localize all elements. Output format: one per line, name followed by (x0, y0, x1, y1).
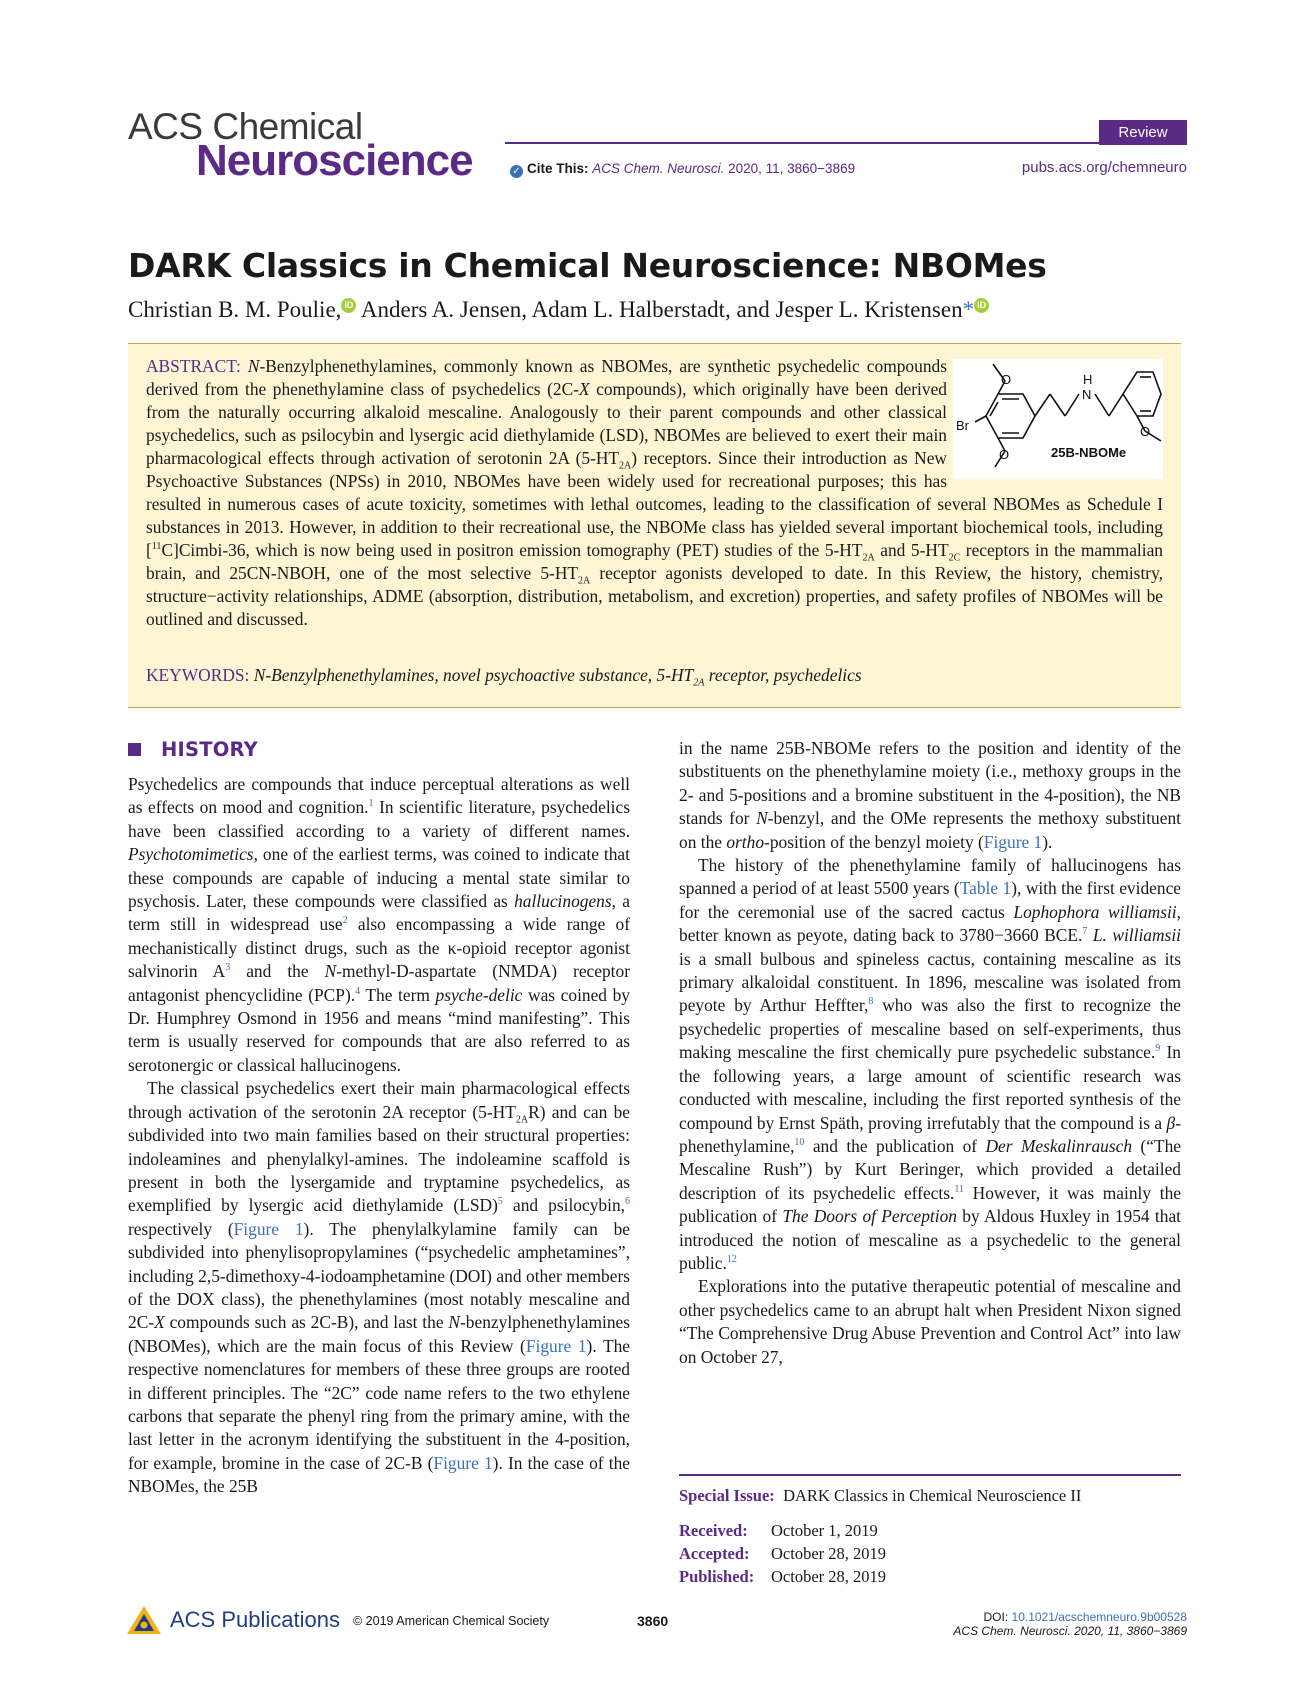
abstract-text-1: -Benzylphenethylamines, commonly known as NBOMes, are synthetic psychedelic compounds derived from the phenethylamine class of psychedelics (2C- (146, 356, 947, 399)
reference-link[interactable]: 9 (1155, 1043, 1161, 1055)
section-heading-text: HISTORY (161, 738, 258, 761)
doi-block (953, 1610, 1187, 1638)
abstract-sub: 2A (578, 575, 591, 587)
toc-atom-br: Br (956, 418, 969, 433)
toc-atom-h: H (1083, 372, 1093, 387)
journal-name-line2: Neuroscience (196, 136, 473, 185)
article-type-badge: Review (1099, 120, 1187, 145)
abstract-italic-n: N (247, 356, 260, 376)
abstract-sub: 2A (862, 552, 875, 564)
page-number: 3860 (637, 1613, 669, 1629)
doi-label: DOI: (983, 1610, 1012, 1624)
reference-link[interactable]: 4 (355, 985, 361, 997)
received-label: Received: (679, 1521, 748, 1540)
footer-citation: ACS Chem. Neurosci. 2020, 11, 3860−3869 (953, 1624, 1187, 1638)
author-others[interactable]: Anders A. Jensen, Adam L. Halberstadt, and Jesper L. Kristensen (360, 297, 963, 322)
reference-link[interactable]: 11 (954, 1183, 964, 1195)
reference-link[interactable]: 3 (225, 962, 231, 974)
keywords-label: KEYWORDS: (146, 665, 250, 685)
reference-link[interactable]: 2 (342, 915, 348, 927)
abstract-text-2: compounds), which originally have been derived from the naturally occurring alkaloid mescaline. Analogously to their parent compounds and other classical psychedelics, such as psilocybin and lysergic acid diethylamide (LSD), NBOMes are believed to exert their main pharmacological effects through activation of serotonin 2A (5-HT (146, 379, 947, 468)
figure-link[interactable]: Figure 1 (983, 831, 1043, 852)
journal-url-link[interactable]: pubs.acs.org/chemneuro (1021, 159, 1187, 176)
doi-link[interactable]: 10.1021/acschemneuro.9b00528 (1011, 1610, 1187, 1624)
published-value: October 28, 2019 (771, 1567, 887, 1586)
reference-link[interactable]: 12 (726, 1254, 737, 1266)
paragraph: in the name 25B-NBOMe refers to the position and identity of the substituents on the phenethylamine moiety (i.e., methoxy groups in the 2- and 5-positions and a bromine substituent in the 4-position), the NB stands for N-benzyl, and the OMe represents the methoxy substituent on the ortho-position of the benzyl moiety (Figure 1). (679, 738, 1181, 852)
article-title: DARK Classics in Chemical Neuroscience: NBOMes (128, 246, 1047, 285)
figure-link[interactable]: Figure 1 (525, 1335, 587, 1356)
copyright: © 2019 American Chemical Society (353, 1614, 550, 1628)
abstract-text-6: receptors in the mammalian brain, and 25CN-NBOH, one of the most selective 5-HT (146, 540, 1163, 583)
accepted-value: October 28, 2019 (771, 1544, 887, 1563)
keywords-text: receptor, psychedelics (704, 665, 862, 685)
figure-link[interactable]: Figure 1 (433, 1452, 493, 1473)
special-issue-label: Special Issue: (679, 1486, 775, 1505)
corresponding-author-star[interactable]: * (962, 297, 975, 322)
abstract-text (146, 355, 1163, 631)
journal-name-line1: ACS Chemical (128, 106, 363, 147)
left-column (128, 773, 630, 1499)
abstract-text-5: and 5-HT (874, 540, 949, 560)
toc-atom-o1: O (1001, 372, 1012, 387)
toc-atom-n: N (1082, 387, 1092, 402)
paragraph: The history of the phenethylamine family of hallucinogens has spanned a period of at least 5500 years (Table 1), with the first evidence for the ceremonial use of the sacred cactus Lophophora williamsii, better known as peyote, dating back to 3780−3660 BCE.$^7$ L. williamsii is a small bulbous and spineless cactus, containing mescaline as its primary alkaloidal constituent. In 1896, mescaline was isolated from peyote by Arthur Heffter,$^8$ who was also the first to recognize the psychedelic properties of mescaline based on self-experiments, thus making mescaline the first chemically pure psychedelic substance.$^9$ In the following years, a large amount of scientific research was conducted with mescaline, including the first reported synthesis of the compound by Ernst Späth, proving irrefutably that the compound is a β-phenethylamine,$^{10}$ and the publication of Der Meskalinrausch (“The Mescaline Rush”) by Kurt Beringer, which provided a detailed description of its psychedelic effects.$^{11}$ However, it was mainly the publication of The Doors of Perception by Aldous Huxley in 1954 that introduced the notion of mescaline as a psychedelic to the general public.$^{12}$ (679, 855, 1182, 1273)
published-label: Published: (679, 1567, 755, 1586)
paragraph: The classical psychedelics exert their main pharmacological effects through activation of the serotonin 2A receptor $(5-HT_{2A}R)$ and can be subdivided into two main families based on their structural properties: indoleamines and phenylalkyl-amines. The indoleamine scaffold is present in both the lysergamide and tryptamine psychedelics, as exemplified by lysergic acid diethylamide (LSD)$^5$ and psilocybin,$^6$ respectively (Figure 1). The phenylalkylamine family can be subdivided into phenylisopropylamines (“psychedelic amphetamines”, including 2,5-dimethoxy-4-iodoamphetamine (DOI) and other members of the DOX class), the phenethylamines (most notably mescaline and 2C-X compounds such as 2C-B), and last the N-benzylphenethylamines (NBOMes), which are the main focus of this Review (Figure 1). The respective nomenclatures for members of these three groups are rooted in different principles. The “2C” code name refers to the two ethylene carbons that separate the phenyl ring from the primary amine, with the last letter in the acronym identifying the substituent in the 4-position, for example, bromine in the case of 2C-B (Figure 1). In the case of the NBOMes, the 25B (128, 1078, 631, 1497)
reference-link[interactable]: 1 (368, 798, 374, 810)
publication-dates (679, 1519, 886, 1588)
reference-link[interactable]: 6 (625, 1196, 630, 1208)
keywords-sub: 2A (693, 677, 705, 689)
reference-link[interactable]: 10 (794, 1137, 805, 1149)
toc-compound-label: 25B-NBOMe (1051, 445, 1127, 460)
checkmark-icon: ✓ (510, 165, 523, 178)
abstract-text-4: C]Cimbi-36, which is now being used in positron emission tomography (PET) studies of the 5-HT (161, 540, 863, 560)
toc-float-spacer (947, 355, 1163, 475)
header-rule (505, 142, 1187, 144)
abstract-italic-x: X (578, 379, 590, 399)
author-1[interactable]: Christian B. M. Poulie, (128, 297, 342, 322)
abstract-sup: 11 (151, 541, 162, 553)
acs-logo-icon[interactable] (125, 1604, 163, 1640)
cite-detail[interactable]: 2020, 11, 3860−3869 (728, 161, 856, 176)
reference-link[interactable]: 5 (497, 1196, 503, 1208)
publisher-name[interactable]: ACS Publications (170, 1607, 340, 1632)
reference-link[interactable]: 8 (868, 996, 874, 1008)
keywords (146, 664, 1163, 687)
cite-journal[interactable]: ACS Chem. Neurosci. (592, 161, 725, 176)
received-value: October 1, 2019 (771, 1521, 878, 1540)
section-square-icon (128, 743, 141, 756)
paragraph: Explorations into the putative therapeutic potential of mescaline and other psychedelics came to an abrupt halt when President Nixon signed “The Comprehensive Drug Abuse Prevention and Control Act” into law on October 27, (679, 1276, 1181, 1367)
cite-label: Cite This: (527, 161, 589, 176)
table-link[interactable]: Table 1 (959, 878, 1012, 899)
section-heading-history (128, 738, 258, 761)
keywords-text: N-Benzylphenethylamines, novel psychoactive substance, 5-HT (253, 665, 694, 685)
abstract-label: ABSTRACT: (146, 356, 241, 376)
abstract-sub: 2A (619, 460, 632, 472)
abstract-sub: 2C (948, 552, 961, 564)
reference-link[interactable]: 7 (1082, 926, 1088, 938)
orcid-icon[interactable]: iD (974, 298, 989, 313)
special-issue-note (679, 1484, 1081, 1507)
accepted-label: Accepted: (679, 1544, 750, 1563)
abstract-text-3: ) receptors. Since their introduction as New Psychoactive Substances (NPSs) in 2010, NBOMes have been widely used for recreational purposes; this has resulted in numerous cases of acute toxicity, sometimes with lethal outcomes, leading to the classification of several NBOMes as Schedule I substances in 2013. However, in addition to their recreational use, the NBOMe class has yielded several important biochemical tools, including [ (146, 448, 1163, 560)
figure-link[interactable]: Figure 1 (233, 1218, 304, 1239)
footnote-rule (679, 1474, 1181, 1476)
paragraph: Psychedelics are compounds that induce perceptual alterations as well as effects on mood and cognition.$^1$ In scientific literature, psychedelics have been classified according to a variety of different names. Psychotomimetics, one of the earliest terms, was coined to indicate that these compounds are capable of inducing a mental state similar to psychosis. Later, these compounds were classified as hallucinogens, a term still in widespread use$^2$ also encompassing a wide range of mechanistically distinct drugs, such as the κ-opioid receptor agonist salvinorin $A^3$ and the N-methyl-D-aspartate (NMDA) receptor antagonist phencyclidine (PCP).$^4$ The term psyche-delic was coined by Dr. Humphrey Osmond in 1956 and means “mind manifesting”. This term is usually reserved for compounds that are also referred to as serotonergic or classical hallucinogens. (128, 774, 630, 1075)
toc-atom-o3: O (999, 447, 1010, 462)
right-column (679, 737, 1181, 1369)
author-list (128, 297, 989, 323)
toc-atom-o2: O (1140, 424, 1151, 439)
orcid-icon[interactable]: iD (341, 298, 356, 313)
cite-this[interactable] (510, 161, 855, 178)
abstract-text-7: receptor agonists developed to date. In this Review, the history, chemistry, structure−activity relationships, ADME (absorption, distribution, metabolism, and excretion) properties, and safety profiles of NBOMes will be outlined and discussed. (146, 563, 1163, 629)
special-issue-value: DARK Classics in Chemical Neuroscience II (783, 1486, 1082, 1505)
